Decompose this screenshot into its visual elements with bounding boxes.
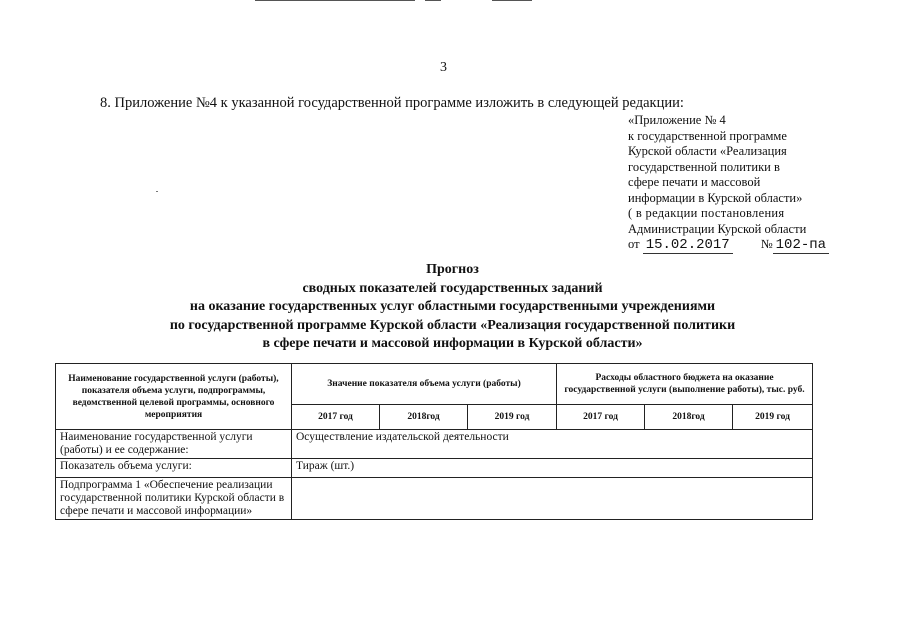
row-label: Подпрограмма 1 «Обеспечение реализации государственной политики Курской области в сфере печати и массовой информации» — [56, 478, 292, 520]
appendix-line: к государственной программе — [628, 128, 787, 143]
appendix-line: сфере печати и массовой — [628, 175, 761, 189]
row-value: Тираж (шт.) — [292, 459, 813, 478]
appendix-line: государственной политики в — [628, 159, 780, 174]
header-volume-group: Значение показателя объема услуги (работы) — [292, 364, 557, 405]
row-value — [292, 478, 813, 520]
header-year: 2019 год — [733, 405, 813, 430]
document-heading — [0, 261, 905, 354]
heading-line: Прогноз — [426, 262, 479, 277]
appendix-line: Курской области «Реализация — [628, 144, 787, 158]
heading-line: сводных показателей государственных заданий — [302, 280, 603, 296]
appendix-stamp — [628, 113, 829, 254]
appendix-line: ( в редакции постановления — [628, 206, 785, 220]
scan-speck — [156, 191, 158, 192]
header-year: 2018год — [380, 405, 468, 430]
forecast-table — [55, 363, 813, 520]
date-value: 15.02.2017 — [643, 237, 733, 254]
scan-edge-line — [255, 0, 415, 1]
heading-line: по государственной программе Курской области «Реализация государственной политики — [169, 317, 736, 333]
number-value: 102-па — [773, 237, 829, 254]
row-label: Наименование государственной услуги (работы) и ее содержание: — [56, 430, 292, 459]
row-value: Осуществление издательской деятельности — [292, 430, 813, 459]
scan-edge-line — [492, 0, 532, 1]
date-prefix: от — [628, 237, 640, 251]
appendix-line: информации в Курской области» — [628, 190, 803, 205]
table-row — [56, 430, 813, 459]
scan-edge-line — [425, 0, 441, 1]
header-year: 2019 год — [468, 405, 557, 430]
header-year: 2017 год — [557, 405, 645, 430]
appendix-date-line — [628, 237, 829, 254]
header-year: 2018год — [645, 405, 733, 430]
heading-line: на оказание государственных услуг областными государственными учреждениями — [189, 299, 716, 314]
header-year: 2017 год — [292, 405, 380, 430]
page-number: 3 — [440, 60, 447, 75]
appendix-line: Администрации Курской области — [628, 221, 807, 236]
header-expense-group: Расходы областного бюджета на оказание государственной услуги (выполнение работы), тыс. руб. — [557, 364, 813, 405]
table-row — [56, 478, 813, 520]
row-label: Показатель объема услуги: — [56, 459, 292, 478]
lead-paragraph: 8. Приложение №4 к указанной государственной программе изложить в следующей редакции: — [100, 95, 684, 111]
appendix-line: «Приложение № 4 — [628, 113, 726, 127]
table-row — [56, 459, 813, 478]
number-prefix: № — [760, 237, 773, 251]
heading-line: в сфере печати и массовой информации в Курской области» — [262, 336, 643, 351]
header-name-column: Наименование государственной услуги (работы), показателя объема услуги, подпрограммы, ведомственной целевой программы, основного мероприятия — [56, 364, 292, 430]
